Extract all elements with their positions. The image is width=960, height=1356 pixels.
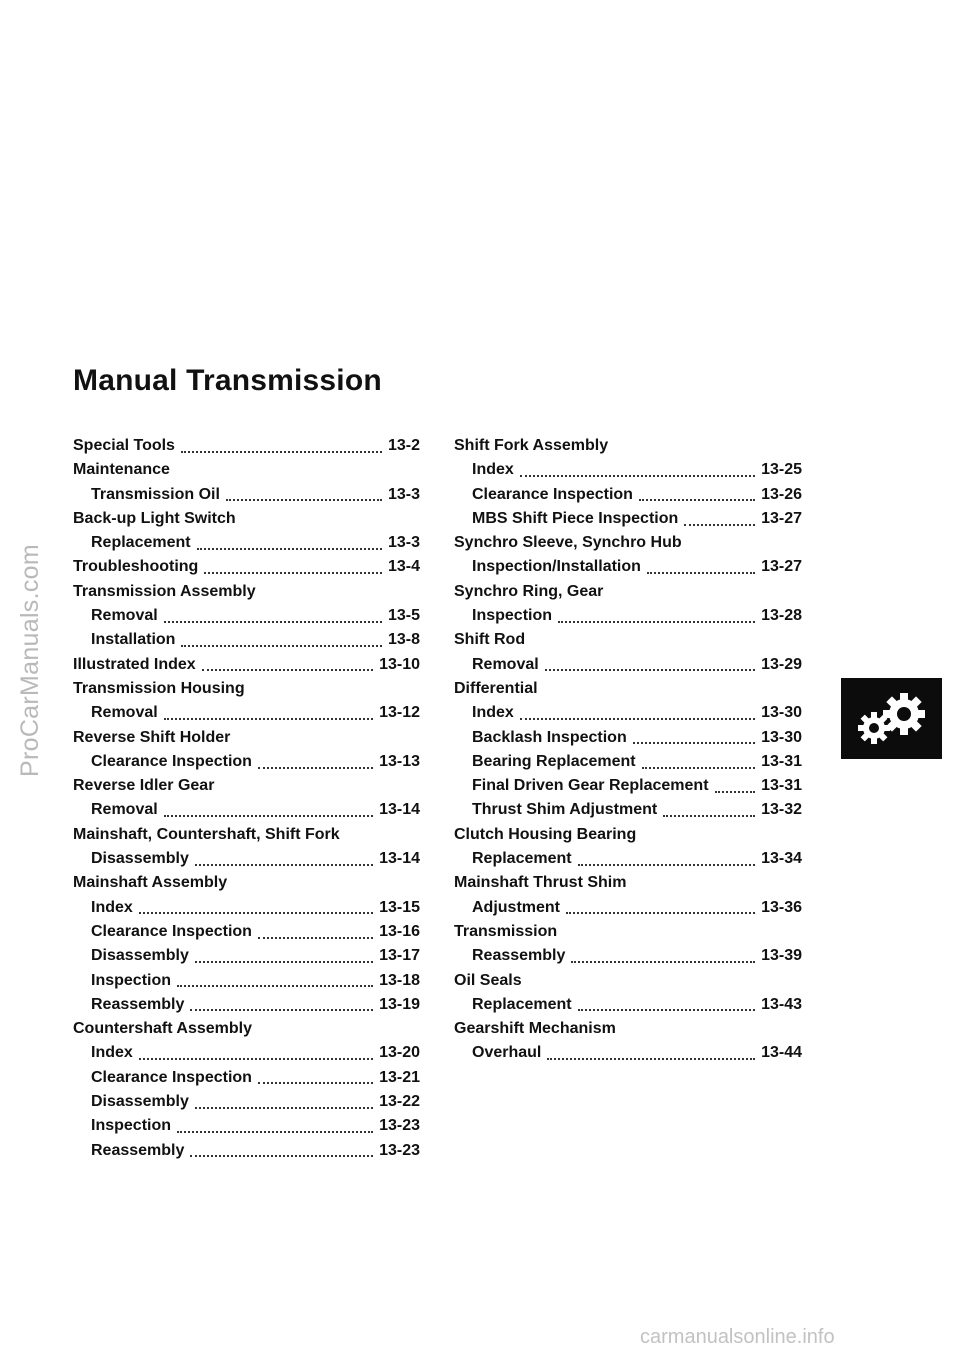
toc-entry [73,1066,420,1090]
toc-dot-leader [164,606,382,623]
toc-entry [73,1090,420,1114]
toc-entry [454,896,802,920]
toc-entry [73,701,420,725]
toc-entry-label: Removal [91,704,158,722]
toc-section-heading [454,920,802,944]
toc-entry [454,653,802,677]
toc-dot-leader [177,970,373,987]
toc-entry [454,701,802,725]
toc-entry-label: Synchro Sleeve, Synchro Hub [454,534,682,552]
toc-section-heading [73,823,420,847]
toc-page-number: 13-13 [379,752,420,770]
toc-left-column [73,434,420,1163]
toc-entry [73,920,420,944]
toc-page-number: 13-31 [761,752,802,770]
toc-section-heading [454,531,802,555]
toc-section-heading [454,969,802,993]
toc-entry-label: Replacement [472,850,572,868]
toc-entry [454,750,802,774]
toc-section-heading [73,871,420,895]
toc-page-number: 13-26 [761,485,802,503]
toc-entry [73,483,420,507]
toc-entry [73,993,420,1017]
toc-entry [73,847,420,871]
toc-entry [454,944,802,968]
toc-dot-leader [197,533,382,550]
toc-entry-label: Reverse Idler Gear [73,777,215,795]
toc-page-number: 13-2 [387,437,420,454]
toc-dot-leader [164,703,373,720]
toc-entry-label: Transmission Assembly [73,582,256,600]
toc-dot-leader [520,703,755,720]
toc-page-number: 13-3 [387,534,420,552]
toc-page-number: 13-22 [379,1093,420,1111]
toc-entry-label: Differential [454,679,538,697]
side-watermark [10,470,50,850]
toc-entry-label: Disassembly [91,947,189,965]
toc-entry-label: Reassembly [472,947,566,965]
toc-dot-leader [558,606,755,623]
toc-dot-leader [647,557,755,574]
toc-section-heading [454,580,802,604]
toc-entry-label: Replacement [472,995,572,1013]
toc-entry [454,507,802,531]
toc-page-number: 13-8 [387,631,420,649]
toc-dot-leader [204,557,382,574]
toc-entry-label: Mainshaft, Countershaft, Shift Fork [73,825,340,843]
toc-dot-leader [181,630,382,647]
toc-entry-label: Index [91,898,133,916]
toc-section-heading [73,507,420,531]
toc-section-heading [73,677,420,701]
toc-section-heading [454,823,802,847]
toc-entry-label: Inspection/Installation [472,558,641,576]
toc-page-number: 13-18 [379,971,420,989]
toc-entry [73,798,420,822]
toc-entry-label: Index [472,461,514,479]
toc-entry [454,555,802,579]
toc-entry [73,944,420,968]
toc-entry-label: Clearance Inspection [91,752,252,770]
toc-entry-label: Clutch Housing Bearing [454,825,637,843]
toc-page-number: 13-14 [379,801,420,819]
toc-dot-leader [578,849,755,866]
toc-entry-label: Overhaul [472,1044,542,1062]
toc-dot-leader [715,776,756,793]
toc-page-number: 13-29 [761,655,802,673]
toc-entry-label: Inspection [472,607,553,625]
toc-entry-label: Shift Fork Assembly [454,437,609,454]
toc-entry-label: Inspection [91,971,172,989]
toc-entry [454,993,802,1017]
toc-entry-label: Clearance Inspection [472,485,633,503]
toc-entry [73,531,420,555]
toc-entry [454,1041,802,1065]
toc-entry-label: Oil Seals [454,971,522,989]
toc-section-heading [73,726,420,750]
toc-dot-leader [578,994,755,1011]
toc-entry-label: Clearance Inspection [91,1068,252,1086]
toc-section-heading [454,871,802,895]
toc-section-heading [454,628,802,652]
toc-entry-label: Special Tools [73,437,175,454]
toc-dot-leader [139,897,373,914]
toc-dot-leader [663,800,755,817]
toc-page-number: 13-28 [761,607,802,625]
toc-dot-leader [684,509,755,526]
toc-entry-label: Removal [472,655,539,673]
toc-page-number: 13-16 [379,922,420,940]
toc-entry [73,434,420,458]
toc-entry [73,604,420,628]
toc-page-number: 13-21 [379,1068,420,1086]
toc-entry-label: Reverse Shift Holder [73,728,231,746]
toc-entry-label: Adjustment [472,898,560,916]
toc-dot-leader [571,946,755,963]
side-watermark-text: ProCarManuals.com [15,543,44,777]
toc-dot-leader [164,800,373,817]
toc-dot-leader [195,849,373,866]
toc-entry-label: Clearance Inspection [91,922,252,940]
toc-entry-label: Back-up Light Switch [73,509,236,527]
toc-page-number: 13-27 [761,509,802,527]
toc-entry [454,604,802,628]
toc-dot-leader [547,1043,755,1060]
toc-entry-label: Removal [91,607,158,625]
toc-entry [73,750,420,774]
toc-entry-label: Transmission Oil [91,485,220,503]
toc-entry-label: Synchro Ring, Gear [454,582,604,600]
toc-dot-leader [139,1043,373,1060]
toc-dot-leader [633,727,755,744]
toc-entry-label: Backlash Inspection [472,728,627,746]
section-tab-marker [841,678,942,759]
toc-entry-label: Disassembly [91,1093,189,1111]
toc-entry-label: Gearshift Mechanism [454,1020,616,1038]
toc-page-number: 13-3 [387,485,420,503]
toc-dot-leader [639,484,755,501]
toc-page-number: 13-32 [761,801,802,819]
toc-entry-label: Reassembly [91,1141,185,1159]
toc-entry-label: Thrust Shim Adjustment [472,801,658,819]
toc-section-heading [73,774,420,798]
toc-entry [454,483,802,507]
toc-entry-label: Replacement [91,534,191,552]
toc-dot-leader [642,752,755,769]
toc-dot-leader [195,1092,373,1109]
toc-entry-label: Transmission [454,922,558,940]
toc-entry-label: Maintenance [73,461,170,479]
toc-page-number: 13-5 [387,607,420,625]
toc-page-number: 13-44 [761,1044,802,1062]
toc-entry-label: Countershaft Assembly [73,1020,252,1038]
toc-section-heading [73,1017,420,1041]
toc-entry-label: Shift Rod [454,631,526,649]
toc-entry [454,458,802,482]
toc-page-number: 13-23 [379,1117,420,1135]
toc-page-number: 13-43 [761,995,802,1013]
page-title: Manual Transmission [73,364,382,397]
toc-page-number: 13-39 [761,947,802,965]
toc-entry-label: Transmission Housing [73,679,245,697]
toc-page-number: 13-20 [379,1044,420,1062]
toc-page-number: 13-27 [761,558,802,576]
toc-dot-leader [190,994,373,1011]
toc-entry-label: Bearing Replacement [472,752,636,770]
toc-entry [73,1139,420,1163]
toc-entry-label: Index [91,1044,133,1062]
toc-entry [73,1114,420,1138]
toc-dot-leader [258,922,373,939]
footer-watermark: carmanualsonline.info [640,1326,835,1348]
toc-dot-leader [195,946,373,963]
toc-entry-label: Removal [91,801,158,819]
toc-entry-label: Reassembly [91,995,185,1013]
toc-page-number: 13-12 [379,704,420,722]
toc-entry [73,1041,420,1065]
toc-entry-label: Troubleshooting [73,558,199,576]
toc-page-number: 13-19 [379,995,420,1013]
toc-page-number: 13-23 [379,1141,420,1159]
toc-page-number: 13-14 [379,850,420,868]
toc-dot-leader [202,654,373,671]
toc-entry-label: Illustrated Index [73,655,196,673]
toc-entry [454,798,802,822]
toc-dot-leader [190,1140,373,1157]
toc-entry [73,653,420,677]
toc-entry-label: Installation [91,631,176,649]
toc-entry-label: Inspection [91,1117,172,1135]
toc-page-number: 13-17 [379,947,420,965]
toc-section-heading [454,1017,802,1041]
toc-dot-leader [258,1067,373,1084]
toc-entry [73,896,420,920]
toc-page-number: 13-25 [761,461,802,479]
toc-entry [73,969,420,993]
toc-page-number: 13-36 [761,898,802,916]
toc-entry [454,774,802,798]
toc-entry-label: MBS Shift Piece Inspection [472,509,679,527]
toc-entry [454,726,802,750]
toc-section-heading [454,434,802,458]
toc-right-column [454,434,802,1066]
toc-page-number: 13-30 [761,704,802,722]
toc-page-number: 13-4 [387,558,420,576]
toc-entry-label: Mainshaft Assembly [73,874,228,892]
toc-entry-label: Disassembly [91,850,189,868]
toc-section-heading [454,677,802,701]
toc-entry [454,847,802,871]
toc-entry-label: Final Driven Gear Replacement [472,777,709,795]
gears-icon [841,678,942,759]
toc-page-number: 13-31 [761,777,802,795]
toc-dot-leader [226,484,382,501]
toc-page-number: 13-30 [761,728,802,746]
toc-section-heading [73,458,420,482]
toc-dot-leader [258,752,373,769]
toc-dot-leader [177,1116,373,1133]
toc-dot-leader [520,460,755,477]
toc-dot-leader [566,897,755,914]
toc-entry-label: Mainshaft Thrust Shim [454,874,627,892]
toc-page-number: 13-34 [761,850,802,868]
toc-page-number: 13-10 [379,655,420,673]
toc-page-number: 13-15 [379,898,420,916]
toc-section-heading [73,580,420,604]
toc-dot-leader [545,654,755,671]
toc-entry-label: Index [472,704,514,722]
toc-entry [73,628,420,652]
toc-dot-leader [181,436,382,453]
toc-entry [73,555,420,579]
